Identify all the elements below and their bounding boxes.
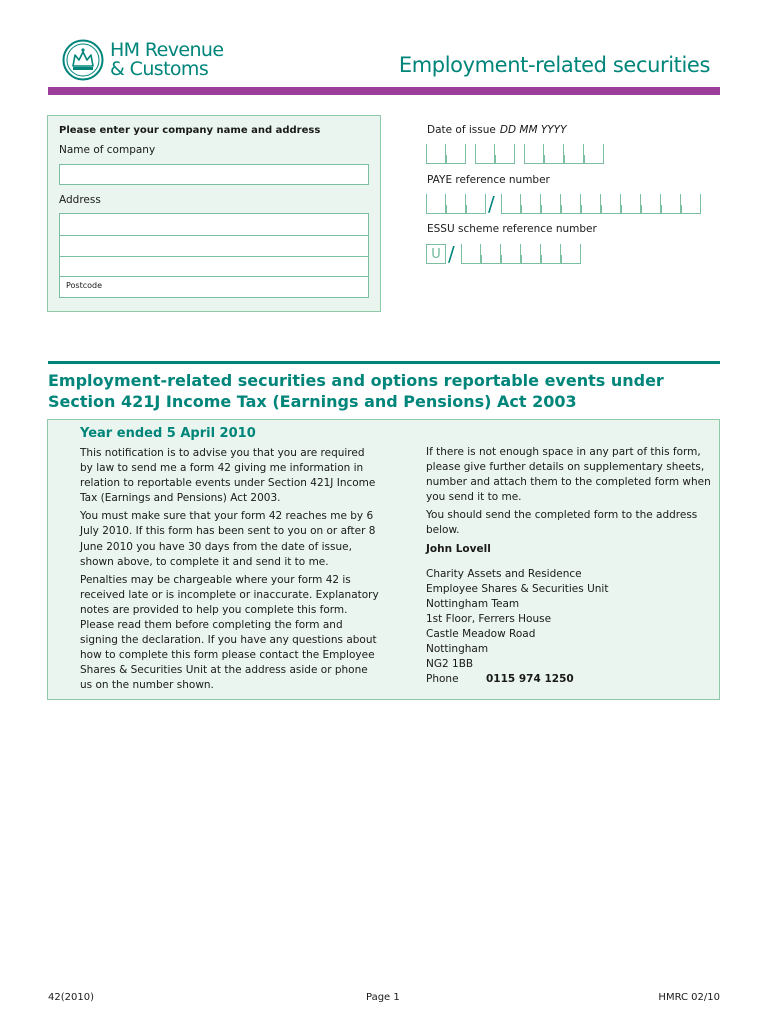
- revision-code: HMRC 02/10: [658, 992, 720, 1003]
- address-line-divider: [60, 276, 368, 277]
- crown-crest-icon: [62, 39, 104, 81]
- digit-box[interactable]: [561, 244, 581, 264]
- essu-prefix-box: U: [426, 244, 446, 264]
- address-line: Employee Shares & Securities Unit: [426, 582, 609, 595]
- digit-box[interactable]: [461, 244, 481, 264]
- postcode-label: Postcode: [66, 281, 103, 290]
- paye-office-boxes[interactable]: [426, 194, 486, 214]
- section-title-line-2: Section 421J Income Tax (Earnings and Pensions) Act 2003: [48, 392, 577, 411]
- company-name-field[interactable]: [59, 164, 369, 185]
- header-divider-bar: [48, 87, 720, 95]
- notice-paragraph: You should send the completed form to the address below.: [426, 509, 698, 537]
- address-line-divider: [60, 256, 368, 257]
- contact-name: John Lovell: [426, 542, 491, 555]
- day-boxes[interactable]: [426, 144, 466, 164]
- digit-box[interactable]: [495, 144, 515, 164]
- paye-reference-boxes[interactable]: [501, 194, 701, 214]
- digit-box[interactable]: [521, 194, 541, 214]
- digit-box[interactable]: [524, 144, 544, 164]
- organisation-name: [110, 41, 223, 79]
- essu-reference-label: ESSU scheme reference number: [427, 223, 597, 235]
- date-label-text: Date of issue: [427, 124, 496, 136]
- digit-box[interactable]: [501, 244, 521, 264]
- phone-number: 0115 974 1250: [486, 673, 574, 686]
- month-boxes[interactable]: [475, 144, 515, 164]
- essu-reference-field[interactable]: [426, 244, 581, 264]
- digit-box[interactable]: [661, 194, 681, 214]
- hmrc-logo: [62, 38, 232, 82]
- address-line: NG2 1BB: [426, 658, 474, 671]
- address-line: Charity Assets and Residence: [426, 567, 582, 580]
- company-name-label: Name of company: [59, 144, 156, 156]
- address-line: 1st Floor, Ferrers House: [426, 612, 552, 625]
- digit-box[interactable]: [561, 194, 581, 214]
- digit-box[interactable]: [426, 144, 446, 164]
- digit-box[interactable]: [601, 194, 621, 214]
- org-line-1: HM Revenue: [110, 39, 224, 61]
- notice-paragraph: You must make sure that your form 42 reaches me by 6 July 2010. If this form has been sent to you on or after 8 June 2010 you have 30 days from the date of issue, shown above, to complete it and send it to me.: [80, 510, 376, 568]
- essu-number-boxes[interactable]: [461, 244, 581, 264]
- section-title: [48, 370, 720, 412]
- address-line-divider: [60, 235, 368, 236]
- address-line: Nottingham Team: [426, 597, 520, 610]
- company-details-panel: [47, 115, 381, 312]
- company-panel-heading: Please enter your company name and address: [59, 125, 321, 136]
- form-code: 42(2010): [48, 992, 94, 1003]
- notification-left-column: [80, 446, 380, 697]
- notification-panel: [47, 419, 720, 700]
- phone-row: [426, 672, 716, 687]
- digit-box[interactable]: [641, 194, 661, 214]
- section-title-line-1: Employment-related securities and options reportable events under: [48, 371, 664, 390]
- address-field[interactable]: [59, 213, 369, 298]
- digit-box[interactable]: [681, 194, 701, 214]
- year-boxes[interactable]: [524, 144, 604, 164]
- digit-box[interactable]: [481, 244, 501, 264]
- notification-right-column: [426, 445, 716, 687]
- date-of-issue-field[interactable]: [426, 144, 613, 164]
- digit-box[interactable]: [564, 144, 584, 164]
- notice-paragraph: This notification is to advise you that you are required by law to send me a form 42 giving me information in relation to reportable events under Section 421J Income Tax (Earnings and Pensions) Act 2003.: [80, 447, 376, 505]
- notice-paragraph: Penalties may be chargeable where your form 42 is received late or is incomplete or inaccurate. Explanatory notes are provided to help you complete this form. Please read them before completing the form and signing the declaration. If you have any questions about how to complete this form please contact the Employee Shares & Securities Unit at the address aside or phone us on the number shown.: [80, 573, 379, 692]
- digit-box[interactable]: [521, 244, 541, 264]
- digit-box[interactable]: [541, 244, 561, 264]
- address-line: Castle Meadow Road: [426, 628, 536, 641]
- form-title: Employment-related securities: [398, 53, 710, 77]
- address-line: Nottingham: [426, 643, 489, 656]
- digit-box[interactable]: [584, 144, 604, 164]
- paye-reference-label: PAYE reference number: [427, 174, 550, 186]
- slash-separator: /: [448, 242, 455, 266]
- section-divider: [48, 361, 720, 364]
- digit-box[interactable]: [426, 194, 446, 214]
- org-line-2: & Customs: [110, 58, 209, 80]
- paye-reference-field[interactable]: [426, 194, 701, 214]
- digit-box[interactable]: [581, 194, 601, 214]
- page-number: Page 1: [366, 992, 400, 1003]
- phone-label: Phone: [426, 673, 459, 686]
- notice-paragraph: If there is not enough space in any part of this form, please give further details on supplementary sheets, number and attach them to the completed form when you send it to me.: [426, 446, 711, 504]
- date-format-hint: DD MM YYYY: [499, 124, 567, 136]
- digit-box[interactable]: [475, 144, 495, 164]
- digit-box[interactable]: [446, 144, 466, 164]
- digit-box[interactable]: [446, 194, 466, 214]
- year-heading: Year ended 5 April 2010: [80, 426, 256, 441]
- digit-box[interactable]: [501, 194, 521, 214]
- return-address: [426, 567, 716, 688]
- digit-box[interactable]: [466, 194, 486, 214]
- slash-separator: /: [488, 192, 495, 216]
- address-label: Address: [59, 194, 101, 206]
- digit-box[interactable]: [544, 144, 564, 164]
- date-of-issue-label: [427, 124, 567, 136]
- digit-box[interactable]: [621, 194, 641, 214]
- digit-box[interactable]: [541, 194, 561, 214]
